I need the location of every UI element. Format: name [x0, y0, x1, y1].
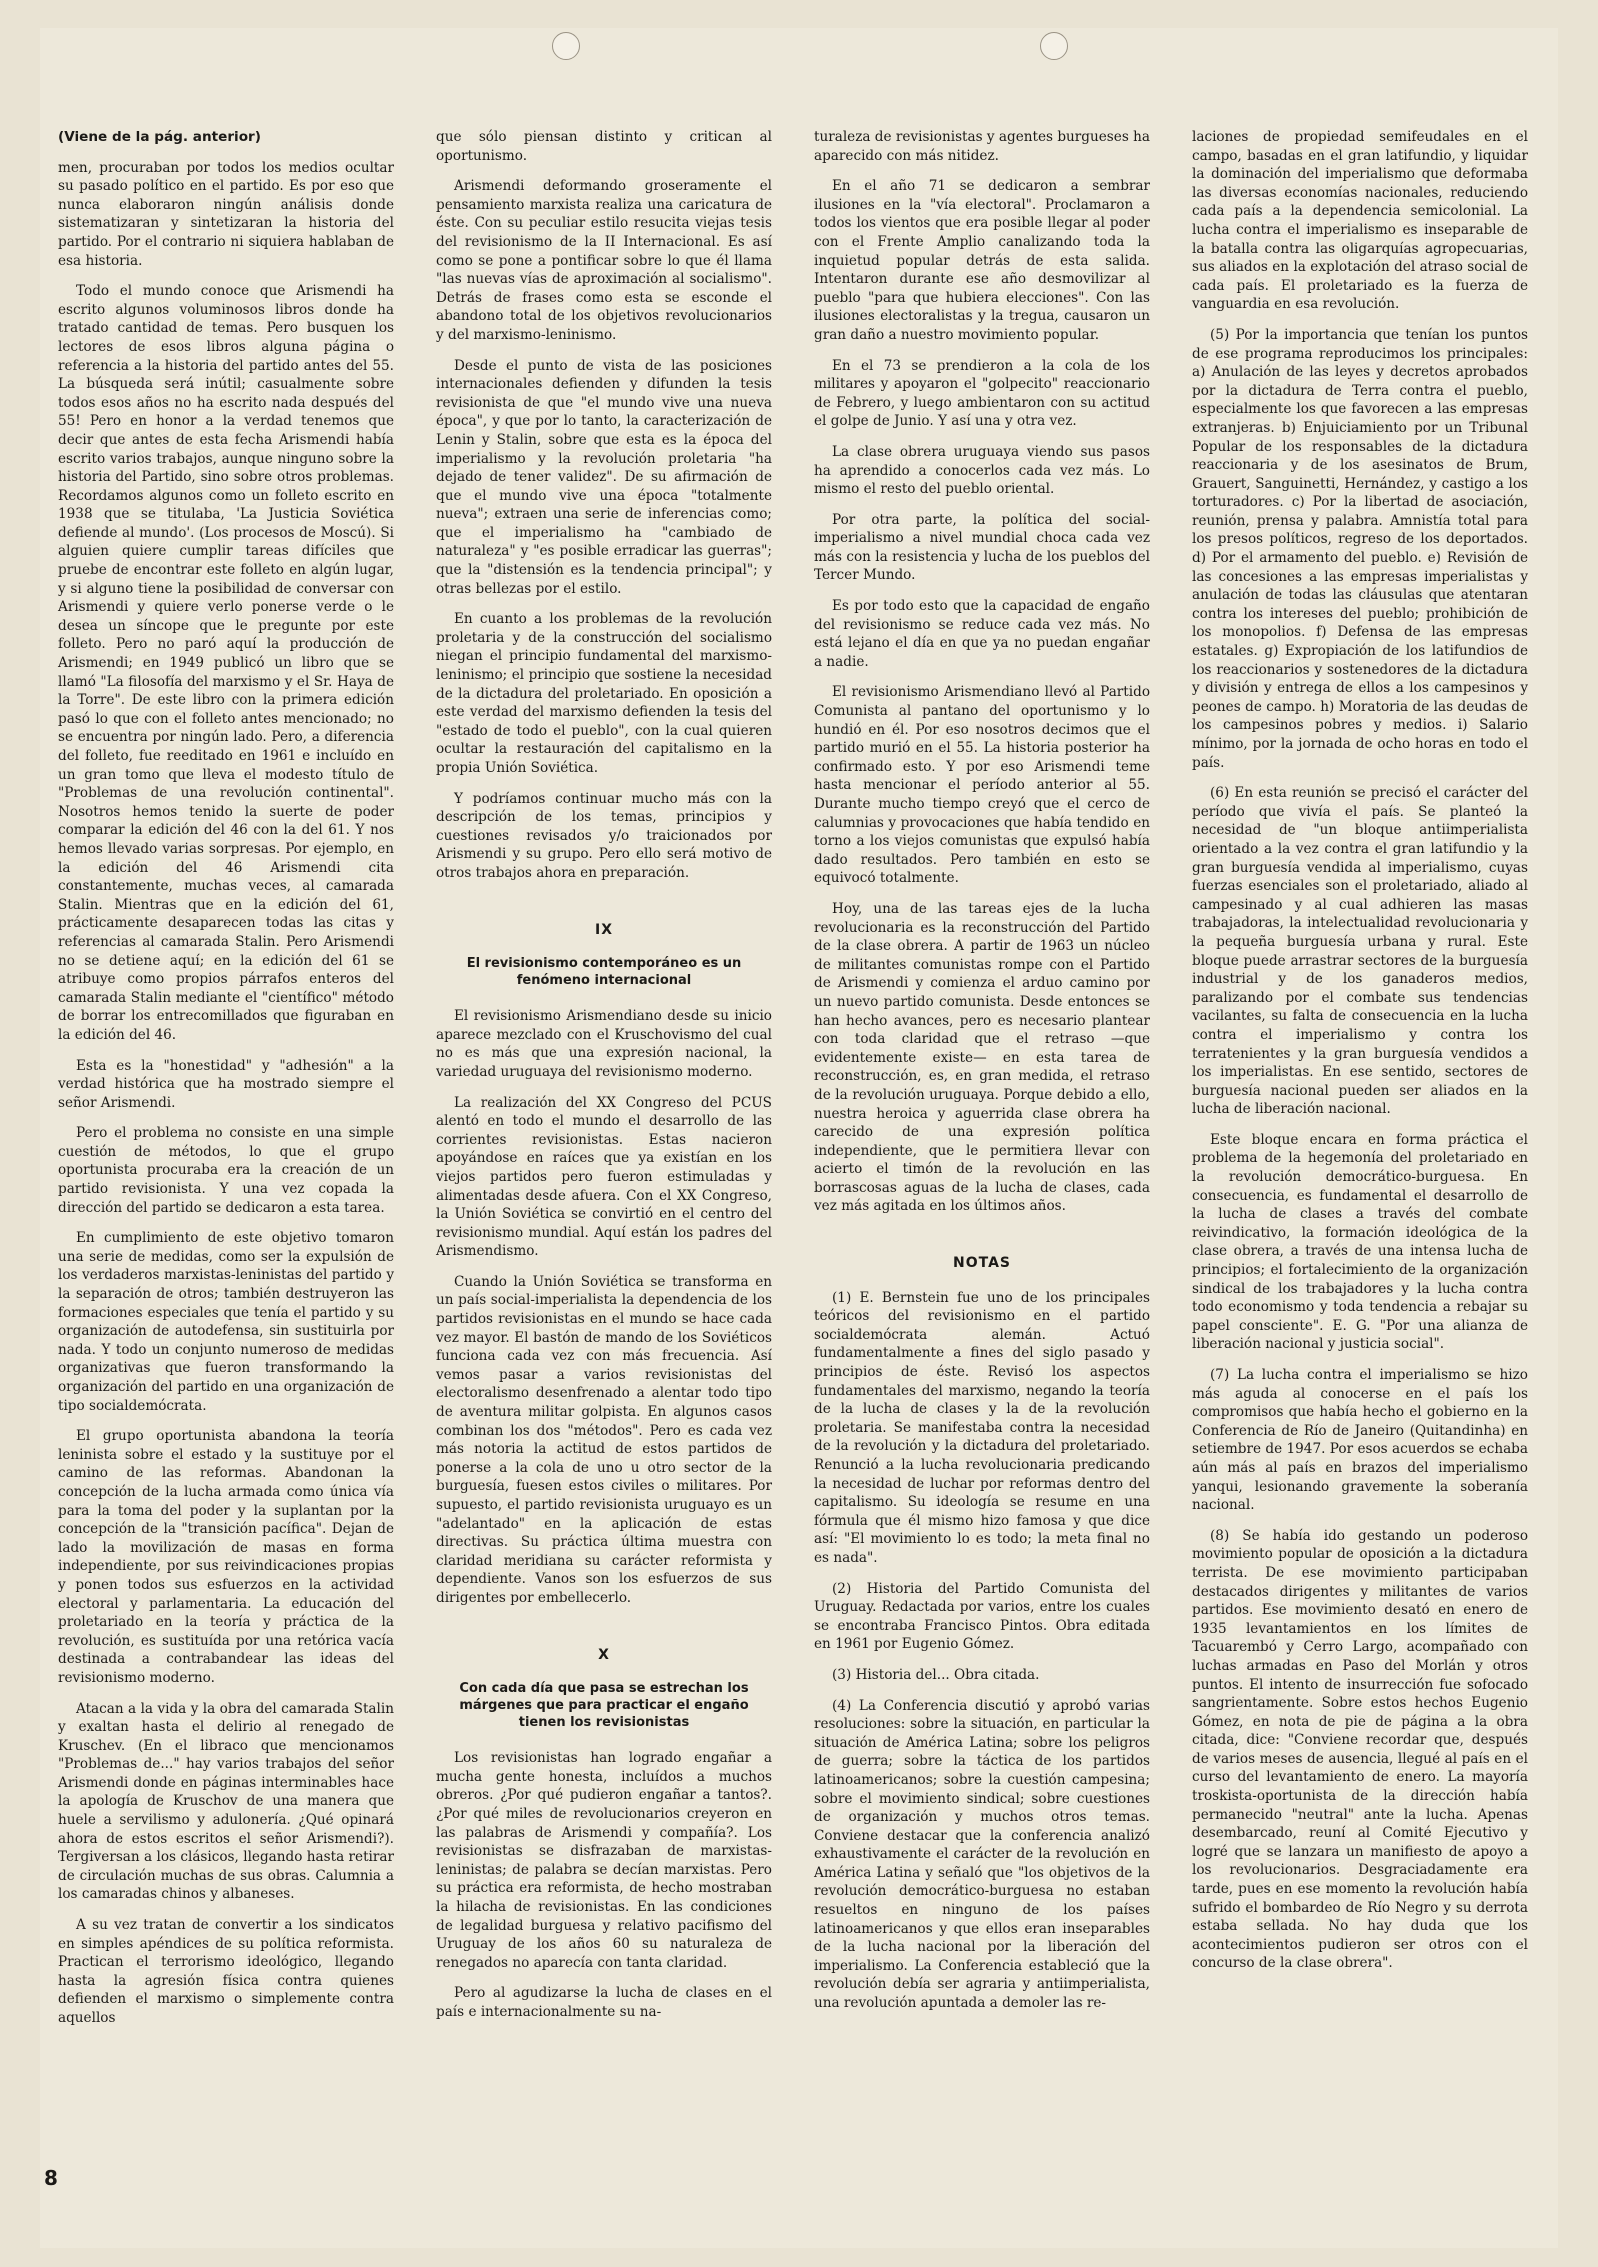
column-4: [1192, 128, 1528, 1985]
paragraph: El revisionismo Arismendiano llevó al Partido Comunista al pantano del oportunismo y lo hundió en él. Por eso nosotros decimos que el partido murió en el 55. La historia posterior ha confirmado esto. Y por eso Arismendi teme hasta mencionar el período anterior al 55. Durante mucho tiempo creyó que el cerco de calumnias y provocaciones que había tendido en torno a los viejos comunistas que expulsó había dado resultados. Pero también en esto se equivocó totalmente.: [814, 684, 1150, 887]
paragraph: A su vez tratan de convertir a los sindicatos en simples apéndices de su política reformista. Practican el terrorismo ideológico, llegando hasta la agresión física contra quienes defienden el marxismo o simplemente contra aquellos: [58, 1917, 394, 2026]
paragraph: laciones de propiedad semifeudales en el campo, basadas en el gran latifundio, y liquidar la dominación del imperialismo que deformaba las diversas economías nacionales, reduciendo cada país a la dependencia semicolonial. La lucha contra el imperialismo es inseparable de la batalla contra las oligarquías agropecuarias, sus aliados en la explotación del atraso social de cada país. El proletariado es la fuerza de vanguardia en esa revolución.: [1192, 129, 1528, 313]
notes-heading: NOTAS: [953, 1255, 1011, 1272]
paragraph: El grupo oportunista abandona la teoría leninista sobre el estado y la sustituye por el camino de las reformas. Abandonan la concepción de la lucha armada como única vía para la toma del poder y la suplantan por la concepción de la "transición pacífica". Dejan de lado la movilización de masas en forma independiente, por sus reivindicaciones propias y ponen todos sus esfuerzos en la actividad electoral y parlamentaria. La educación del proletariado en la teoría y práctica de la revolución, es sustituída por una retórica vacía destinada a contrabandear las ideas del revisionismo moderno.: [58, 1428, 394, 1686]
note: (2) Historia del Partido Comunista del Uruguay. Redactada por varios, entre los cuales se encontraba Francisco Pintos. Obra editada en 1961 por Eugenio Gómez.: [814, 1580, 1150, 1653]
paragraph: Este bloque encara en forma práctica el problema de la hegemonía del proletariado en la revolución democrático-burguesa. En consecuencia, es fundamental el desarrollo de la lucha de clases a través del combate reivindicativo, la formación ideológica de la clase obrera, a través de una intensa lucha de principios; el fortalecimiento de la organización sindical de los trabajadores y la lucha contra todo economismo y toda tendencia a rebajar su papel consciente". E. G. "Por una alianza de liberación nacional y justicia social".: [1192, 1131, 1528, 1353]
paragraph: Pero el problema no consiste en una simple cuestión de métodos, lo que el grupo oportunista procuraba era la creación de un partido revisionista. Y una vez copada la dirección del partido se dedicaron a esta tarea.: [58, 1125, 394, 1216]
continued-header: (Viene de la pág. anterior): [58, 129, 261, 145]
paragraph: men, procuraban por todos los medios ocultar su pasado político en el partido. Es por eso que nunca elaboraron ningún análisis donde sistematizaran y sintetizaran la historia del partido. Por el contrario ni siquiera hablaban de esa historia.: [58, 159, 394, 269]
column-3: [814, 128, 1150, 2025]
section-number-ix: IX: [594, 921, 613, 938]
paragraph: Desde el punto de vista de las posiciones internacionales defienden y difunden la tesis revisionista de que "el mundo vive una nueva época", y que por lo tanto, la caracterización de Lenin y Stalin, sobre que esta es la época del imperialismo y la revolución proletaria "ha dejado de tener validez". De su afirmación de que el mundo vive una época "totalmente nueva"; extraen una serie de inferencias como; que el imperialismo ha "cambiado de naturaleza" y "es posible erradicar las guerras"; que la "distensión es la tendencia principal"; y otras bellezas por el estilo.: [436, 357, 772, 597]
paragraph: La clase obrera uruguaya viendo sus pasos ha aprendido a conocerlos cada vez más. Lo mismo el resto del pueblo oriental.: [814, 443, 1150, 498]
note: (6) En esta reunión se precisó el carácter del período que vivía el país. Se planteó la necesidad de "un bloque antiimperialista orientado a la vez contra el gran latifundio y la gran burguesía vendida al imperialismo, cuyas fuerzas esenciales son el proletariado, aliado al campesinado y al cual adhieren las masas trabajadoras, la intelectualidad revolucionaria y la pequeña burguesía urbana y rural. Este bloque puede arrastrar sectores de la burguesía industrial y de los ganaderos medios, paralizando por el combate sus tendencias vacilantes, su falta de consecuencia en la lucha contra el imperialismo y contra los terratenientes y la gran burguesía vendidos a los imperialistas. En ese sentido, sectores de burguesía nacional pueden ser aliados en la lucha de liberación nacional.: [1192, 785, 1528, 1118]
punch-hole-right: [1040, 32, 1068, 60]
section-number-x: X: [598, 1646, 610, 1663]
paragraph: turaleza de revisionistas y agentes burgueses ha aparecido con más nitidez.: [814, 129, 1150, 164]
note: (7) La lucha contra el imperialismo se hizo más aguda al conocerse en el país los compromisos que había hecho el gobierno en la Conferencia de Río de Janeiro (Quitandinha) en setiembre de 1947. Por esos acuerdos se echaba aún más al país en brazos del imperialismo yanqui, lesionando gravemente la soberanía nacional.: [1192, 1367, 1528, 1514]
paragraph: Por otra parte, la política del social-imperialismo a nivel mundial choca cada vez más con la resistencia y lucha de los pueblos del Tercer Mundo.: [814, 511, 1150, 584]
paragraph: Cuando la Unión Soviética se transforma en un país social-imperialista la dependencia de los partidos revisionistas en el mundo se hace cada vez mayor. El bastón de mando de los Soviéticos funciona cada vez con más frecuencia. Así vemos pasar a varios revisionistas del electoralismo desenfrenado a alentar todo tipo de aventura militar golpista. En algunos casos combinan los dos "métodos". Pero es cada vez más notoria la actitud de estos partidos de ponerse a la cola de uno u otro sector de la burguesía, fuesen estos civiles o militares. Por supuesto, el partido revisionista uruguayo es un "adelantado" en la aplicación de estas directivas. Su práctica última muestra con claridad meridiana su carácter reformista y dependiente. Vanos son los esfuerzos de sus dirigentes por embellecerlo.: [436, 1273, 772, 1606]
paragraph: Todo el mundo conoce que Arismendi ha escrito algunos voluminosos libros donde ha tratado cantidad de temas. Pero busquen los lectores de esos libros alguna página o referencia a la historia del partido antes del 55. La búsqueda será inútil; casualmente sobre todos esos años no ha escrito nada después del 55! Pero en honor a la verdad tenemos que decir que antes de esta fecha Arismendi había escrito varios trabajos, aunque ninguno sobre la historia del Partido, sino sobre otros problemas. Recordamos algunos como un folleto escrito en 1938 que se titulaba, 'La Justicia Soviética defiende al mundo'. (Los procesos de Moscú). Si alguien quiere cumplir tareas difíciles que pruebe de encontrar este folleto en algún lugar, y si alguno tiene la posibilidad de conversar con Arismendi y quiere verlo ponerse verde o le desea un síncope que le pregunte por este folleto. Pero no paró aquí la producción de Arismendi; en 1949 publicó un libro que se llamó "La filosofía del marxismo y el Sr. Haya de la Torre". De este libro con la primera edición pasó lo que con el folleto antes mencionado; no se encuentra por ningún lado. Pero, a diferencia del folleto, fue reeditado en 1961 e incluído en un gran tomo que lleva el modesto título de "Problemas de una revolución continental". Nosotros hemos tenido la suerte de poder comparar la edición del 46 con la del 61. Y nos hemos llevado varias sorpresas. Por ejemplo, en la edición del 46 Arismendi cita constantemente, muchas veces, al camarada Stalin. Mientras que en la edición del 61, prácticamente desaparecen todas las citas y referencias al camarada Stalin. Pero Arismendi no se detiene aquí; en la edición del 61 se atribuye como propios párrafos enteros del camarada Stalin mediante el "científico" método de borrar los entrecomillados que figuraban en la edición del 46.: [58, 283, 394, 1043]
paragraph: En el año 71 se dedicaron a sembrar ilusiones en la "vía electoral". Proclamaron a todos los vientos que era posible llegar al poder con el Frente Amplio canalizando toda la inquietud popular detrás de esta salida. Intentaron durante ese año desmovilizar al pueblo "para que hubiera elecciones". Con las ilusiones electoralistas y la tregua, causaron un gran daño a nuestro movimiento popular.: [814, 178, 1150, 343]
paragraph: En el 73 se prendieron a la cola de los militares y apoyaron el "golpecito" reaccionario de Febrero, y luego ambientaron con su actitud el golpe de Junio. Y así una y otra vez.: [814, 357, 1150, 430]
paragraph: Arismendi deformando groseramente el pensamiento marxista realiza una caricatura de éste. Con su peculiar estilo resucita viejas tesis del revisionismo de la II Internacional. Es así como se pone a pontificar sobre lo que él llama "las nuevas vías de aproximación al socialismo". Detrás de frases como esta se esconde el abandono total de los objetivos revolucionarios y del marxismo-leninismo.: [436, 178, 772, 343]
paragraph: El revisionismo Arismendiano desde su inicio aparece mezclado con el Kruschovismo del cual no es más que una expresión nacional, la variedad uruguaya del revisionismo moderno.: [436, 1008, 772, 1080]
paragraph: La realización del XX Congreso del PCUS alentó en todo el mundo el desarrollo de las corrientes revisionistas. Estas nacieron apoyándose en raíces que ya existían en los viejos partidos pero fueron estimuladas y alimentadas desde afuera. Con el XX Congreso, la Unión Soviética se convirtió en el centro del revisionismo mundial. Aquí están los padres del Arismendismo.: [436, 1094, 772, 1260]
paragraph: Es por todo esto que la capacidad de engaño del revisionismo se reduce cada vez más. No está lejano el día en que ya no puedan engañar a nadie.: [814, 598, 1150, 670]
paragraph: Y podríamos continuar mucho más con la descripción de los temas, principios y cuestiones revisados y/o traicionados por Arismendi y su grupo. Pero ello será motivo de otros trabajos ahora en preparación.: [436, 790, 772, 881]
note: (4) La Conferencia discutió y aprobó varias resoluciones: sobre la situación, en particular la situación de América Latina; sobre los peligros de guerra; sobre la táctica de los partidos latinoamericanos; sobre la cuestión campesina; sobre el movimiento sindical; sobre cuestiones de organización y muchos otros temas. Conviene destacar que la conferencia analizó exhaustivamente el carácter de la revolución en América Latina y señaló que "los objetivos de la revolución democrático-burguesa no estaban resueltos en ninguno de los países latinoamericanos y que ellos eran inseparables de la lucha nacional por la liberación del imperialismo. La Conferencia estableció que la revolución debía ser agraria y antiimperialista, una revolución apuntada a demoler las re-: [814, 1697, 1150, 2012]
note: (8) Se había ido gestando un poderoso movimiento popular de oposición a la dictadura terrista. De ese movimiento participaban destacados dirigentes y militantes de varios partidos. Ese movimiento desató en enero de 1935 levantamientos en los límites de Tacuarembó y Cerro Largo, acompañado con luchas armadas en Paso del Morlán y otros puntos. El intento de insurrección fue sofocado sangrientamente. Sobre estos hechos Eugenio Gómez, en nota de pie de página a la obra citada, dice: "Conviene recordar que, después de varios meses de ausencia, llegué al país en el curso del levantamiento de enero. La mayoría troskista-oportunista de la dirección había permanecido "neutral" ante la lucha. Apenas desembarcado, reuní al Comité Ejecutivo y logré que se lanzara un manifiesto de apoyo a los revolucionarios. Desgraciadamente era tarde, pues en ese momento la revolución había sufrido el bombardeo de Río Negro y su derrota estaba sellada. No hay duda que los acontecimientos pudieron ser otros con el concurso de la clase obrera".: [1192, 1527, 1528, 1972]
column-2: [436, 128, 772, 2033]
column-1: [58, 128, 394, 2040]
paragraph: Hoy, una de las tareas ejes de la lucha revolucionaria es la reconstrucción del Partido de la clase obrera. A partir de 1963 un núcleo de militantes comunistas rompe con el Partido de Arismendi y comienza el arduo camino por un nuevo partido comunista. Desde entonces se han hecho avances, pero es necesario plantear con toda claridad que el retraso —que evidentemente existe— en esta tarea de reconstrucción, es, en gran medida, el retraso de la revolución uruguaya. Porque debido a ello, nuestra heroica y aguerrida clase obrera ha carecido de una expresión política independiente, que le permitiera llevar con acierto el timón de la revolución en las borrascosas aguas de la lucha de clases, cada vez más agitada en los últimos años.: [814, 900, 1150, 1215]
paragraph: Los revisionistas han logrado engañar a mucha gente honesta, incluídos a muchos obreros. ¿Por qué pudieron engañar a tantos?. ¿Por qué miles de revolucionarios creyeron en las palabras de Arismendi y compañía?. Los revisionistas se disfrazaban de marxistas-leninistas; de palabra se decían marxistas. Pero su práctica era reformista, de hecho mostraban la hilacha de revisionistas. En las condiciones de legalidad burguesa y relativo pacifismo del Uruguay de los años 60 su naturaleza de renegados no aparecía con tanta claridad.: [436, 1750, 772, 1971]
note: (1) E. Bernstein fue uno de los principales teóricos del revisionismo en el partido socialdemócrata alemán. Actuó fundamentalmente a fines del siglo pasado y principios de éste. Revisó los aspectos fundamentales del marxismo, negando la teoría de la lucha de clases y la de la revolución proletaria. Se manifestaba contra la necesidad de la revolución y la dictadura del proletariado. Renunció a la lucha revolucionaria predicando la necesidad de luchar por reformas dentro del capitalismo. Su ideología se resume en una fórmula que él mismo hizo famosa y que dice así: "El movimiento lo es todo; la meta final no es nada".: [814, 1289, 1150, 1566]
paragraph: Pero al agudizarse la lucha de clases en el país e internacionalmente su na-: [436, 1985, 772, 2020]
note: (5) Por la importancia que tenían los puntos de ese programa reproducimos los principales: a) Anulación de las leyes y decretos aprobados por la dictadura de Terra contra el pueblo, especialmente los que favorecen a las empresas extranjeras. b) Enjuiciamiento por un Tribunal Popular de los responsables de la dictadura reaccionaria y de los asesinatos de Brum, Grauert, Sanguinetti, Hernández, y castigo a los torturadores. c) Por la libertad de asociación, reunión, prensa y palabra. Amnistía total para los presos políticos, regreso de los deportados. d) Por el armamento del pueblo. e) Revisión de las concesiones a las empresas imperialistas y anulación de todas las cláusulas que atentaran contra los intereses del pueblo; prohibición de los monopolios. f) Defensa de las empresas estatales. g) Expropiación de los latifundios de los reaccionarios y sostenedores de la dictadura y división y entrega de ellos a los campesinos y peones de campo. h) Moratoria de las deudas de los campesinos pobres y medios. i) Salario mínimo, por la jornada de ocho horas en todo el país.: [1192, 326, 1528, 771]
paragraph: Esta es la "honestidad" y "adhesión" a la verdad histórica que ha mostrado siempre el señor Arismendi.: [58, 1057, 394, 1111]
paragraph: En cuanto a los problemas de la revolución proletaria y de la construcción del socialismo niegan el principio fundamental del marxismo-leninismo; el principio que sostiene la necesidad de la dictadura del proletariado. En oposición a este verdad del marxismo defienden la tesis del "estado de todo el pueblo", con la cual quieren ocultar la restauración del capitalismo en la propia Unión Soviética.: [436, 611, 772, 776]
punch-hole-left: [552, 32, 580, 60]
paragraph: que sólo piensan distinto y critican al oportunismo.: [436, 129, 772, 164]
page-number: 8: [44, 2166, 58, 2190]
paragraph: En cumplimiento de este objetivo tomaron una serie de medidas, como ser la expulsión de los verdaderos marxistas-leninistas del partido y la separación de otros; también destruyeron las formaciones especiales que tenía el partido y su organización de autodefensa, sin sustituirla por nada. Y todo un conjunto numeroso de medidas organizativas que fueron transformando la organización del partido en una organización de tipo socialdemócrata.: [58, 1230, 394, 1414]
section-title-ix: El revisionismo contemporáneo es un fenómeno internacional: [466, 956, 742, 989]
note: (3) Historia del... Obra citada.: [832, 1666, 1040, 1683]
section-title-x: Con cada día que pasa se estrechan los márgenes que para practicar el engaño tienen los revisionistas: [459, 1681, 749, 1731]
paragraph: Atacan a la vida y la obra del camarada Stalin y exaltan hasta el delirio al renegado de Kruschev. (En el libraco que mencionamos "Problemas de..." hay varios trabajos del señor Arismendi donde en páginas interminables hace la apología de Kruschov de una manera que huele a servilismo y adulonería. ¿Qué opinará ahora de estos escritos el señor Arismendi?). Tergiversan a los clásicos, llegando hasta retirar de circulación muchas de sus obras. Calumnia a los camaradas chinos y albaneses.: [58, 1700, 394, 1903]
